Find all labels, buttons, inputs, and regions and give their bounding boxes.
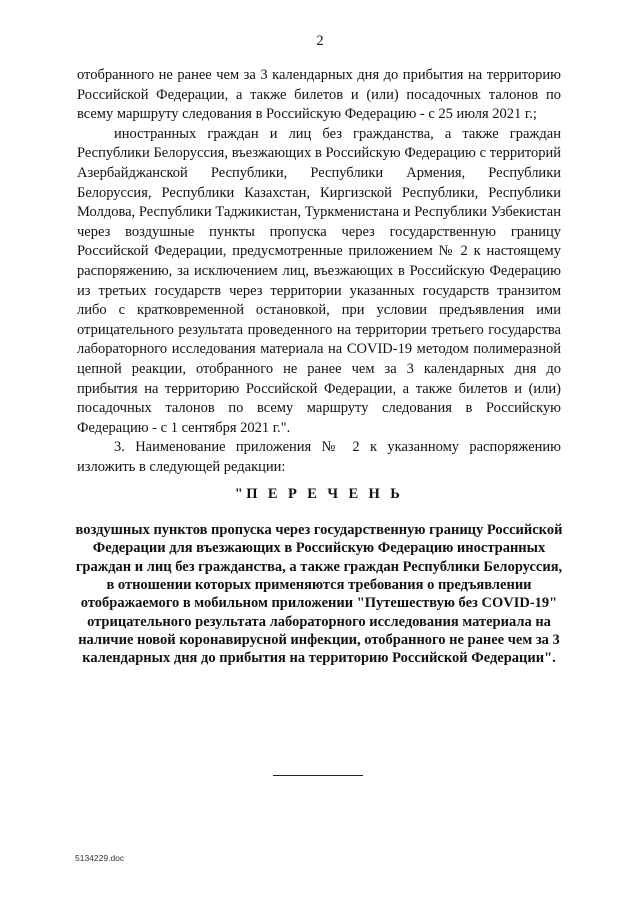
list-subtitle: воздушных пунктов пропуска через государственную границу Российской Федерации для въезжающих в Российскую Федерацию иностранных граждан и лиц без гражданства, а также граждан Республики Белоруссия, в отношении которых применяются требования о предъявлении отображаемого в мобильном приложении "Путешествую без COVID-19" отрицательного результата лабораторного исследования материала на наличие новой коронавирусной инфекции, отобранного не ранее чем за 3 календарных дня до прибытия на территорию Российской Федерации". — [75, 522, 563, 667]
document-body — [77, 66, 561, 667]
paragraph-continuation: отобранного не ранее чем за 3 календарных дня до прибытия на территорию Российской Федерации, а также билетов и (или) посадочных талонов по всему маршруту следования в Российскую Федерацию - с 25 июля 2021 г.; — [77, 67, 561, 123]
file-code: 5134229.doc — [75, 853, 125, 863]
divider-line — [273, 775, 363, 776]
page-number: 2 — [316, 33, 324, 49]
paragraph-item-3: 3. Наименование приложения № 2 к указанному распоряжению изложить в следующей редакции: — [77, 439, 561, 475]
list-title: "П Е Р Е Ч Е Н Ь — [234, 486, 404, 503]
paragraph-foreigners: иностранных граждан и лиц без гражданства, а также граждан Республики Белоруссия, въезжающих в Российскую Федерацию с территорий Азербайджанской Республики, Республики Армения, Республики Белоруссия, Республики Казахстан, Киргизской Республики, Республики Молдова, Республики Таджикистан, Туркменистана и Республики Узбекистан через воздушные пункты пропуска через государственную границу Российской Федерации, предусмотренные приложением № 2 к настоящему распоряжению, за исключением лиц, въезжающих в Российскую Федерацию из третьих государств через территории указанных государств транзитом либо с кратковременной остановкой, при условии предъявления ими отрицательного результата проведенного на территории третьего государства лабораторного исследования материала на COVID-19 методом полимеразной цепной реакции, отобранного не ранее чем за 3 календарных дня до прибытия на территорию Российской Федерации, а также билетов и (или) посадочных талонов по всему маршруту следования в Российскую Федерацию - с 1 сентября 2021 г.". — [77, 125, 561, 436]
